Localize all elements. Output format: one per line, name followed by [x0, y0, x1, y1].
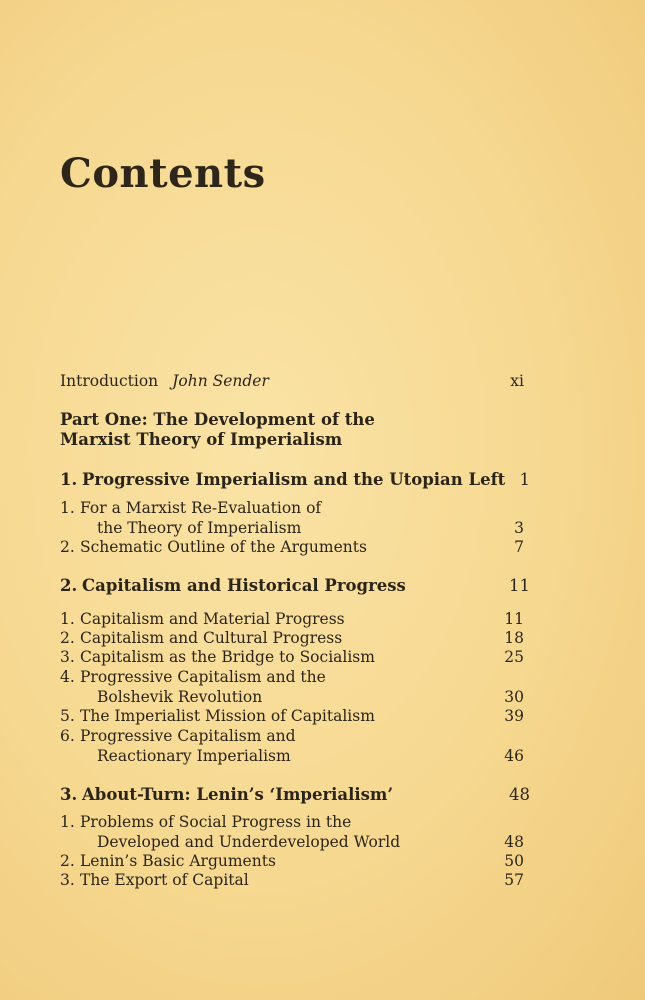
section-title-line1: Problems of Social Progress in the: [80, 813, 352, 831]
section-title-line1: For a Marxist Re-Evaluation of: [80, 499, 322, 517]
section-title-line1: Progressive Capitalism and the: [80, 668, 326, 686]
section-title-line1: Schematic Outline of the Arguments: [80, 538, 367, 556]
section-page-number: 48: [504, 832, 524, 851]
section-title-line1: Progressive Capitalism and: [80, 727, 296, 745]
section-number: 5.: [60, 707, 75, 725]
section-number: 1.: [60, 499, 75, 517]
section-number: 2.: [60, 852, 75, 870]
toc-section: [60, 668, 524, 707]
section-page-number: 39: [504, 707, 524, 725]
section-page-number: 57: [504, 871, 524, 889]
section-title-line1: Capitalism and Cultural Progress: [80, 629, 343, 647]
section-page-number: 18: [504, 629, 524, 647]
section-number: 1.: [60, 813, 75, 831]
part-heading: [60, 410, 460, 450]
section-page-number: 25: [504, 648, 524, 666]
section-page-number: 30: [504, 687, 524, 706]
section-title-line2: Developed and Underdeveloped World: [97, 832, 401, 851]
section-page-number: 11: [504, 610, 524, 628]
chapter-number: 2.: [60, 576, 78, 595]
section-title-line1: Capitalism and Material Progress: [80, 610, 345, 628]
section-number: 2.: [60, 538, 75, 556]
chapter-page-number: 11: [509, 576, 530, 595]
chapter-3-heading: [60, 785, 530, 804]
introduction-author: John Sender: [172, 372, 269, 390]
part-heading-line2: Marxist Theory of Imperialism: [60, 430, 343, 449]
section-number: 6.: [60, 727, 75, 745]
toc-section: [60, 538, 524, 558]
section-page-number: 7: [514, 538, 524, 556]
toc-section: [60, 610, 524, 630]
section-number: 1.: [60, 610, 75, 628]
section-title-line1: The Export of Capital: [80, 871, 249, 889]
chapter-title: Progressive Imperialism and the Utopian Left: [82, 470, 506, 489]
introduction-page-number: xi: [510, 372, 524, 390]
chapter-number: 1.: [60, 470, 78, 489]
toc-section: [60, 499, 524, 538]
section-title-line2: Bolshevik Revolution: [97, 687, 263, 706]
chapter-page-number: 1: [519, 470, 530, 489]
toc-section: [60, 707, 524, 727]
chapter-page-number: 48: [509, 785, 530, 804]
chapter-title: About-Turn: Lenin’s ‘Imperialism’: [82, 785, 394, 804]
toc-introduction: [60, 372, 530, 390]
toc-section: [60, 727, 524, 766]
toc-section: [60, 629, 524, 649]
section-page-number: 46: [504, 746, 524, 765]
chapter-title: Capitalism and Historical Progress: [82, 576, 406, 595]
toc-section: [60, 871, 524, 891]
chapter-number: 3.: [60, 785, 78, 804]
section-number: 2.: [60, 629, 75, 647]
toc-section: [60, 648, 524, 668]
section-page-number: 3: [514, 518, 524, 537]
section-number: 4.: [60, 668, 75, 686]
page-title: Contents: [60, 150, 266, 197]
section-title-line1: Lenin’s Basic Arguments: [80, 852, 276, 870]
toc-section: [60, 852, 524, 872]
section-page-number: 50: [504, 852, 524, 870]
chapter-2-heading: [60, 576, 530, 595]
section-title-line1: Capitalism as the Bridge to Socialism: [80, 648, 375, 666]
section-title-line1: The Imperialist Mission of Capitalism: [80, 707, 375, 725]
toc-section: [60, 813, 524, 852]
section-title-line2: Reactionary Imperialism: [97, 746, 291, 765]
section-number: 3.: [60, 871, 75, 889]
section-number: 3.: [60, 648, 75, 666]
section-title-line2: the Theory of Imperialism: [97, 518, 302, 537]
introduction-label: Introduction: [60, 372, 159, 390]
chapter-1-heading: [60, 470, 530, 489]
part-heading-line1: Part One: The Development of the: [60, 410, 375, 429]
